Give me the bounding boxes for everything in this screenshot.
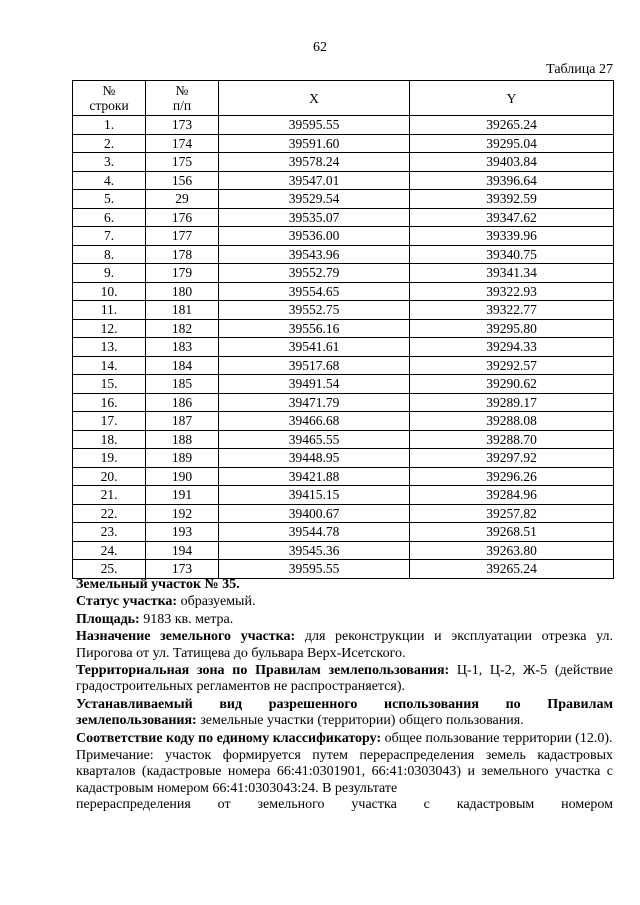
cell-point-number: 188 xyxy=(146,430,219,449)
table-row xyxy=(73,412,614,431)
cell-point-number: 193 xyxy=(146,523,219,542)
cell-x: 39400.67 xyxy=(219,504,410,523)
cell-y: 39339.96 xyxy=(410,227,614,246)
header-row-number: № строки xyxy=(73,81,146,116)
cell-row-number: 8. xyxy=(73,245,146,264)
parcel-description xyxy=(76,577,613,815)
table-row xyxy=(73,301,614,320)
cell-y: 39290.62 xyxy=(410,375,614,394)
cell-x: 39578.24 xyxy=(219,153,410,172)
table-body xyxy=(73,116,614,579)
cell-y: 39347.62 xyxy=(410,208,614,227)
cell-row-number: 11. xyxy=(73,301,146,320)
cell-x: 39448.95 xyxy=(219,449,410,468)
cell-row-number: 19. xyxy=(73,449,146,468)
parcel-note: Примечание: участок формируется путем перераспределения земель кадастровых кварталов (кадастровые номера 66:41:0301901, 66:41:0303043) и земельного участка с кадастровым номером 66:41:0303043:24. В результате xyxy=(76,748,613,796)
cell-row-number: 2. xyxy=(73,134,146,153)
cell-row-number: 3. xyxy=(73,153,146,172)
parcel-area: Площадь: 9183 кв. метра. xyxy=(76,611,234,627)
cell-x: 39552.79 xyxy=(219,264,410,283)
cell-point-number: 175 xyxy=(146,153,219,172)
cell-point-number: 156 xyxy=(146,171,219,190)
cell-point-number: 174 xyxy=(146,134,219,153)
cell-point-number: 179 xyxy=(146,264,219,283)
cell-y: 39263.80 xyxy=(410,541,614,560)
parcel-zone: Территориальная зона по Правилам землепользования: Ц-1, Ц-2, Ж-5 (действие градостроительных регламентов не распространяется). xyxy=(76,663,613,695)
cell-x: 39466.68 xyxy=(219,412,410,431)
cell-y: 39340.75 xyxy=(410,245,614,264)
cell-y: 39295.04 xyxy=(410,134,614,153)
table-row xyxy=(73,227,614,246)
cell-x: 39591.60 xyxy=(219,134,410,153)
cell-point-number: 185 xyxy=(146,375,219,394)
cell-y: 39297.92 xyxy=(410,449,614,468)
cell-x: 39415.15 xyxy=(219,486,410,505)
cell-row-number: 5. xyxy=(73,190,146,209)
cell-row-number: 4. xyxy=(73,171,146,190)
cell-x: 39536.00 xyxy=(219,227,410,246)
cell-row-number: 24. xyxy=(73,541,146,560)
cell-point-number: 184 xyxy=(146,356,219,375)
cell-x: 39554.65 xyxy=(219,282,410,301)
table-caption: Таблица 27 xyxy=(546,62,613,77)
table-header-row xyxy=(73,81,614,116)
cell-row-number: 16. xyxy=(73,393,146,412)
cell-x: 39556.16 xyxy=(219,319,410,338)
cell-point-number: 192 xyxy=(146,504,219,523)
table-row xyxy=(73,541,614,560)
cell-x: 39471.79 xyxy=(219,393,410,412)
cell-y: 39294.33 xyxy=(410,338,614,357)
cell-row-number: 22. xyxy=(73,504,146,523)
cell-row-number: 15. xyxy=(73,375,146,394)
page-number: 62 xyxy=(313,40,327,55)
cell-row-number: 18. xyxy=(73,430,146,449)
cell-x: 39595.55 xyxy=(219,560,410,579)
cell-x: 39421.88 xyxy=(219,467,410,486)
cell-row-number: 7. xyxy=(73,227,146,246)
cell-point-number: 29 xyxy=(146,190,219,209)
cell-row-number: 20. xyxy=(73,467,146,486)
table-row xyxy=(73,338,614,357)
cell-y: 39396.64 xyxy=(410,171,614,190)
cell-x: 39491.54 xyxy=(219,375,410,394)
header-x: X xyxy=(219,81,410,116)
cell-y: 39296.26 xyxy=(410,467,614,486)
table-row xyxy=(73,467,614,486)
parcel-classifier-code: Соответствие коду по единому классификатору: общее пользование территории (12.0). xyxy=(76,730,613,746)
cell-x: 39529.54 xyxy=(219,190,410,209)
cell-row-number: 21. xyxy=(73,486,146,505)
cell-row-number: 17. xyxy=(73,412,146,431)
cell-point-number: 182 xyxy=(146,319,219,338)
cell-y: 39322.77 xyxy=(410,301,614,320)
table-row xyxy=(73,116,614,135)
cell-y: 39392.59 xyxy=(410,190,614,209)
cell-point-number: 189 xyxy=(146,449,219,468)
table-row xyxy=(73,153,614,172)
cell-y: 39295.80 xyxy=(410,319,614,338)
cell-row-number: 10. xyxy=(73,282,146,301)
cell-x: 39465.55 xyxy=(219,430,410,449)
table-row xyxy=(73,134,614,153)
cell-point-number: 176 xyxy=(146,208,219,227)
cell-point-number: 191 xyxy=(146,486,219,505)
cell-row-number: 1. xyxy=(73,116,146,135)
cell-y: 39257.82 xyxy=(410,504,614,523)
table-row xyxy=(73,245,614,264)
table-row xyxy=(73,264,614,283)
cell-y: 39322.93 xyxy=(410,282,614,301)
table-row xyxy=(73,523,614,542)
cell-point-number: 181 xyxy=(146,301,219,320)
parcel-note-last-line: перераспределения от земельного участка с кадастровым номером xyxy=(76,797,613,813)
cell-x: 39545.36 xyxy=(219,541,410,560)
cell-row-number: 13. xyxy=(73,338,146,357)
parcel-permitted-use: Устанавливаемый вид разрешенного использования по Правилам землепользования: земельные участки (территории) общего пользования. xyxy=(76,696,613,729)
table-row xyxy=(73,449,614,468)
cell-point-number: 194 xyxy=(146,541,219,560)
cell-point-number: 173 xyxy=(146,560,219,579)
cell-y: 39341.34 xyxy=(410,264,614,283)
cell-row-number: 25. xyxy=(73,560,146,579)
coordinates-table xyxy=(72,80,614,579)
cell-y: 39403.84 xyxy=(410,153,614,172)
cell-x: 39543.96 xyxy=(219,245,410,264)
table-row xyxy=(73,393,614,412)
cell-y: 39292.57 xyxy=(410,356,614,375)
table-row xyxy=(73,430,614,449)
cell-y: 39289.17 xyxy=(410,393,614,412)
cell-y: 39288.08 xyxy=(410,412,614,431)
parcel-status: Статус участка: образуемый. xyxy=(76,594,256,610)
parcel-title: Земельный участок № 35. xyxy=(76,577,240,592)
cell-row-number: 9. xyxy=(73,264,146,283)
table-row xyxy=(73,356,614,375)
table-row xyxy=(73,560,614,579)
table-row xyxy=(73,190,614,209)
header-point-number: № п/п xyxy=(146,81,219,116)
cell-y: 39265.24 xyxy=(410,116,614,135)
cell-point-number: 178 xyxy=(146,245,219,264)
cell-x: 39552.75 xyxy=(219,301,410,320)
cell-point-number: 177 xyxy=(146,227,219,246)
cell-x: 39541.61 xyxy=(219,338,410,357)
cell-row-number: 23. xyxy=(73,523,146,542)
cell-x: 39547.01 xyxy=(219,171,410,190)
cell-x: 39595.55 xyxy=(219,116,410,135)
table-row xyxy=(73,171,614,190)
cell-point-number: 173 xyxy=(146,116,219,135)
table-row xyxy=(73,486,614,505)
table-row xyxy=(73,319,614,338)
cell-row-number: 14. xyxy=(73,356,146,375)
cell-point-number: 180 xyxy=(146,282,219,301)
table-row xyxy=(73,208,614,227)
cell-y: 39284.96 xyxy=(410,486,614,505)
cell-y: 39265.24 xyxy=(410,560,614,579)
cell-point-number: 187 xyxy=(146,412,219,431)
cell-x: 39535.07 xyxy=(219,208,410,227)
cell-y: 39288.70 xyxy=(410,430,614,449)
header-y: Y xyxy=(410,81,614,116)
cell-row-number: 6. xyxy=(73,208,146,227)
cell-x: 39517.68 xyxy=(219,356,410,375)
cell-row-number: 12. xyxy=(73,319,146,338)
cell-point-number: 183 xyxy=(146,338,219,357)
table-row xyxy=(73,282,614,301)
table-row xyxy=(73,375,614,394)
table-row xyxy=(73,504,614,523)
cell-point-number: 190 xyxy=(146,467,219,486)
cell-point-number: 186 xyxy=(146,393,219,412)
cell-x: 39544.78 xyxy=(219,523,410,542)
cell-y: 39268.51 xyxy=(410,523,614,542)
parcel-purpose: Назначение земельного участка: для реконструкции и эксплуатации отрезка ул. Пирогова от ул. Татищева до бульвара Верх-Исетского. xyxy=(76,629,613,661)
